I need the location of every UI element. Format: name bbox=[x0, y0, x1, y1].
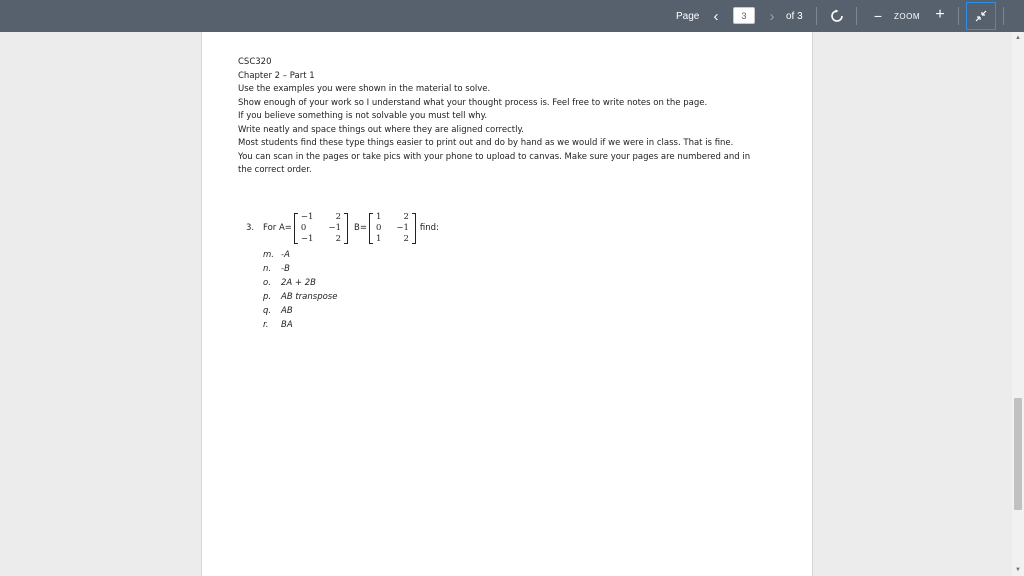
list-item bbox=[263, 262, 337, 276]
for-a-label: For A= bbox=[263, 223, 292, 233]
instructions-text bbox=[238, 56, 798, 178]
subpart-text: AB bbox=[281, 306, 293, 316]
subpart-letter: o. bbox=[263, 278, 271, 288]
list-item bbox=[263, 248, 337, 262]
collapse-icon bbox=[974, 9, 988, 23]
toolbar-divider bbox=[958, 7, 959, 25]
zoom-in-button[interactable]: + bbox=[935, 6, 945, 23]
matrix-cell: 2 bbox=[335, 211, 341, 222]
page-number-input[interactable] bbox=[733, 7, 755, 24]
instruction-line: Show enough of your work so I understand what your thought process is. Feel free to write notes on the page. bbox=[238, 97, 708, 108]
matrix-cell: 0 bbox=[375, 222, 382, 233]
vertical-scrollbar[interactable] bbox=[1012, 32, 1024, 576]
toolbar-divider bbox=[1003, 7, 1004, 25]
toolbar-divider bbox=[816, 7, 817, 25]
matrix-cell: −1 bbox=[300, 233, 314, 244]
instruction-line: If you believe something is not solvable you must tell why. bbox=[238, 111, 488, 121]
previous-page-button[interactable]: ‹ bbox=[713, 7, 719, 25]
subpart-text: AB transpose bbox=[281, 292, 338, 302]
instruction-line: Most students find these type things easier to print out and do by hand as we would if we were in class. That is fine. bbox=[238, 138, 734, 148]
scroll-down-icon[interactable]: ▼ bbox=[1015, 567, 1021, 573]
list-item bbox=[263, 304, 337, 318]
viewer-toolbar bbox=[0, 0, 1024, 32]
question-3 bbox=[246, 208, 439, 248]
page-label: Page bbox=[676, 10, 700, 22]
zoom-out-button[interactable]: − bbox=[873, 8, 883, 24]
subpart-letter: r. bbox=[263, 320, 269, 330]
page-count-label: of 3 bbox=[786, 10, 803, 22]
matrix-cell: 1 bbox=[375, 233, 382, 244]
rotate-icon bbox=[830, 9, 844, 23]
document-page bbox=[201, 32, 813, 576]
exit-fullscreen-button[interactable] bbox=[966, 2, 996, 30]
scrollbar-thumb[interactable] bbox=[1014, 398, 1022, 510]
subpart-list bbox=[263, 248, 337, 332]
subpart-letter: q. bbox=[263, 306, 272, 316]
matrix-cell: 1 bbox=[375, 211, 382, 222]
instruction-line: the correct order. bbox=[238, 165, 312, 175]
matrix-cell: 2 bbox=[403, 233, 409, 244]
matrix-cell: −1 bbox=[396, 222, 409, 233]
b-label: B= bbox=[353, 223, 367, 233]
instruction-line: Write neatly and space things out where they are aligned correctly. bbox=[238, 124, 524, 135]
matrix-b bbox=[369, 212, 416, 245]
subpart-letter: n. bbox=[263, 264, 272, 274]
subpart-letter: m. bbox=[263, 250, 274, 260]
matrix-cell: 0 bbox=[300, 222, 307, 233]
list-item bbox=[263, 276, 337, 290]
find-label: find: bbox=[419, 223, 439, 233]
matrix-cell: −1 bbox=[328, 222, 341, 233]
subpart-text: BA bbox=[281, 320, 293, 330]
course-code: CSC320 bbox=[238, 57, 272, 67]
next-page-button[interactable]: › bbox=[769, 7, 775, 25]
chapter-title: Chapter 2 – Part 1 bbox=[238, 70, 315, 81]
subpart-text: 2A + 2B bbox=[281, 278, 316, 288]
list-item bbox=[263, 290, 337, 304]
subpart-letter: p. bbox=[263, 292, 272, 302]
toolbar-divider bbox=[856, 7, 857, 25]
matrix-a bbox=[294, 212, 348, 245]
question-number: 3. bbox=[246, 223, 255, 233]
rotate-button[interactable] bbox=[827, 6, 847, 26]
matrix-cell: −1 bbox=[300, 211, 314, 222]
zoom-label: ZOOM bbox=[894, 11, 920, 21]
document-viewport bbox=[0, 32, 1012, 576]
list-item bbox=[263, 318, 337, 332]
instruction-line: You can scan in the pages or take pics with your phone to upload to canvas. Make sure your pages are numbered and in bbox=[238, 151, 751, 162]
matrix-cell: 2 bbox=[403, 211, 409, 222]
subpart-text: -B bbox=[281, 264, 290, 274]
instruction-line: Use the examples you were shown in the material to solve. bbox=[238, 84, 491, 94]
scroll-up-icon[interactable]: ▲ bbox=[1015, 35, 1021, 41]
subpart-text: -A bbox=[281, 250, 290, 260]
matrix-cell: 2 bbox=[335, 233, 341, 244]
